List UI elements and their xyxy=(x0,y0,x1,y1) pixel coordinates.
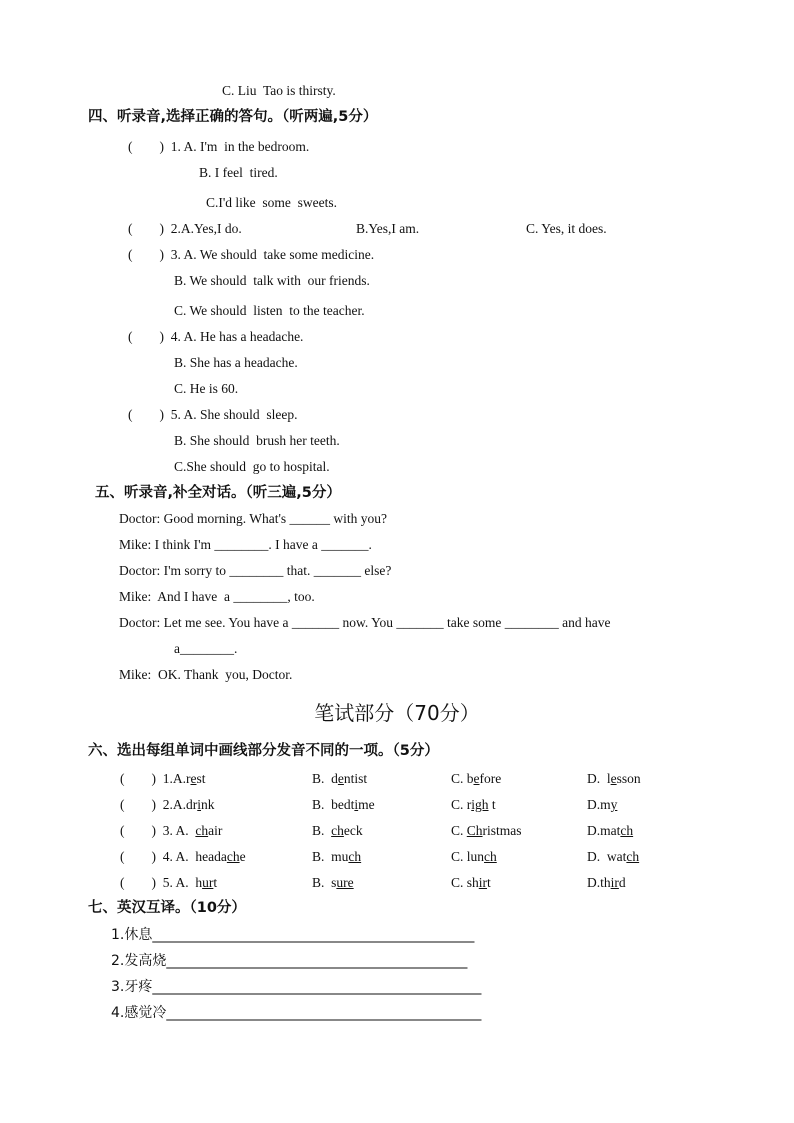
question-2-option-c: C. Yes, it does. xyxy=(526,221,607,236)
phonics-question-option-a xyxy=(120,848,246,866)
word-part: sson xyxy=(616,771,641,786)
word-part: C. r xyxy=(451,797,472,812)
phonics-option-d xyxy=(587,822,633,840)
word-part: D. l xyxy=(587,771,611,786)
word-part: C. b xyxy=(451,771,474,786)
underlined-letters: i xyxy=(354,797,359,812)
word-part: C. lun xyxy=(451,849,485,864)
word-part: D.th xyxy=(587,875,611,890)
option-text: C. Liu Tao is thirsty. xyxy=(222,83,336,98)
word-part: fore xyxy=(479,771,502,786)
underlined-letters: ch xyxy=(620,823,634,838)
section-4-heading: 四、听录音,选择正确的答句。（听两遍,5分） xyxy=(88,109,378,125)
phonics-option-d xyxy=(587,796,617,814)
question-3-option-b: B. We should talk with our friends. xyxy=(174,273,370,288)
phonics-option-c xyxy=(451,874,491,892)
phonics-option-b xyxy=(312,770,367,788)
phonics-option-d xyxy=(587,874,626,892)
word-part: t xyxy=(487,875,491,890)
question-2: ( ) 2.A.Yes,I do. xyxy=(128,221,242,236)
word-part: B. d xyxy=(312,771,338,786)
word-part: t xyxy=(488,797,496,812)
phonics-question-option-a xyxy=(120,822,222,840)
word-part: ( ) 3. A. xyxy=(120,823,196,838)
phonics-question-option-a xyxy=(120,874,217,892)
word-part: e xyxy=(239,849,246,864)
underlined-letters: ch xyxy=(348,849,362,864)
dialogue-line: Mike: I think I'm ________. I have a _______. xyxy=(119,537,372,552)
word-part: ( ) 2.A. xyxy=(120,797,186,812)
dialogue-line: a________. xyxy=(174,641,238,656)
underlined-letters: e xyxy=(190,771,197,786)
underlined-letters: Ch xyxy=(466,823,483,838)
word-part: t xyxy=(213,875,218,890)
underlined-letters: ch xyxy=(195,823,209,838)
translation-prompt: 2.发高烧 xyxy=(111,953,167,969)
phonics-option-b xyxy=(312,874,354,892)
underlined-letters: ir xyxy=(478,875,488,890)
phonics-option-d xyxy=(587,770,641,788)
underlined-letters: ch xyxy=(626,849,640,864)
underlined-letters: y xyxy=(610,797,618,812)
dialogue-line: Doctor: I'm sorry to ________ that. _______ else? xyxy=(119,563,392,578)
underlined-letters: i xyxy=(197,797,202,812)
underlined-letters: ch xyxy=(226,849,240,864)
translation-item: 2.发高烧___________________________________________ xyxy=(111,953,468,969)
word-part: ntist xyxy=(343,771,368,786)
underlined-letters: ch xyxy=(331,823,344,838)
phonics-option-c xyxy=(451,848,497,866)
word-part: C. xyxy=(451,823,467,838)
question-1: ( ) 1. A. I'm in the bedroom. xyxy=(128,139,310,154)
translation-prompt: 4.感觉冷 xyxy=(111,1005,167,1021)
translation-item: 1.休息______________________________________________ xyxy=(111,927,475,943)
phonics-question-option-a xyxy=(120,770,206,788)
word-part: nk xyxy=(201,797,215,812)
underlined-letters: ir xyxy=(610,875,619,890)
section-5-heading: 五、听录音,补全对话。（听三遍,5分） xyxy=(95,485,341,501)
phonics-question-option-a xyxy=(120,796,215,814)
phonics-option-c xyxy=(451,770,501,788)
word-part: me xyxy=(358,797,375,812)
underlined-letters: e xyxy=(610,771,617,786)
question-4: ( ) 4. A. He has a headache. xyxy=(128,329,304,344)
word-part: D. wat xyxy=(587,849,627,864)
word-part: r xyxy=(186,771,191,786)
phonics-option-c xyxy=(451,796,496,814)
question-4-option-b: B. She has a headache. xyxy=(174,355,298,370)
underlined-letters: igh xyxy=(471,797,489,812)
underlined-letters: ch xyxy=(484,849,497,864)
word-part: B. bedt xyxy=(312,797,355,812)
word-part: ( ) 5. A. h xyxy=(120,875,203,890)
phonics-option-d xyxy=(587,848,639,866)
phonics-option-b xyxy=(312,822,363,840)
dialogue-line: Mike: OK. Thank you, Doctor. xyxy=(119,667,293,682)
section-6-heading: 六、选出每组单词中画线部分发音不同的一项。（5分） xyxy=(88,743,439,759)
word-part: dr xyxy=(186,797,198,812)
word-part: ristmas xyxy=(482,823,522,838)
phonics-option-b xyxy=(312,796,375,814)
word-part: C. sh xyxy=(451,875,479,890)
translation-prompt: 3.牙疼 xyxy=(111,979,153,995)
word-part: air xyxy=(208,823,223,838)
translation-prompt: 1.休息 xyxy=(111,927,153,943)
underlined-letters: e xyxy=(337,771,344,786)
word-part: eck xyxy=(343,823,363,838)
word-part: ( ) 4. A. heada xyxy=(120,849,227,864)
underlined-letters: e xyxy=(473,771,480,786)
question-3: ( ) 3. A. We should take some medicine. xyxy=(128,247,375,262)
word-part: ( ) 1.A. xyxy=(120,771,186,786)
question-2-option-b: B.Yes,I am. xyxy=(356,221,420,236)
word-part: D.mat xyxy=(587,823,621,838)
written-part-title: 笔试部分（70分） xyxy=(314,701,480,725)
dialogue-line: Mike: And I have a ________, too. xyxy=(119,589,315,604)
question-3-option-c: C. We should listen to the teacher. xyxy=(174,303,365,318)
question-1-option-b: B. I feel tired. xyxy=(199,165,278,180)
dialogue-line: Doctor: Let me see. You have a _______ now. You _______ take some ________ and have xyxy=(119,615,611,630)
question-1-option-c: C.I'd like some sweets. xyxy=(206,195,338,210)
translation-item: 4.感觉冷_____________________________________________ xyxy=(111,1005,482,1021)
question-5: ( ) 5. A. She should sleep. xyxy=(128,407,298,422)
underlined-letters: ur xyxy=(202,875,214,890)
question-5-option-c: C.She should go to hospital. xyxy=(174,459,330,474)
word-part: B. xyxy=(312,823,332,838)
word-part: d xyxy=(618,875,626,890)
translation-item: 3.牙疼_______________________________________________ xyxy=(111,979,482,995)
phonics-option-b xyxy=(312,848,361,866)
question-4-option-c: C. He is 60. xyxy=(174,381,239,396)
underlined-letters: ure xyxy=(336,875,354,890)
word-part: D.m xyxy=(587,797,611,812)
word-part: st xyxy=(196,771,206,786)
dialogue-line: Doctor: Good morning. What's ______ with you? xyxy=(119,511,388,526)
word-part: B. mu xyxy=(312,849,349,864)
section-7-heading: 七、英汉互译。（10分） xyxy=(88,900,246,916)
word-part: B. s xyxy=(312,875,337,890)
question-5-option-b: B. She should brush her teeth. xyxy=(174,433,340,448)
phonics-option-c xyxy=(451,822,522,840)
